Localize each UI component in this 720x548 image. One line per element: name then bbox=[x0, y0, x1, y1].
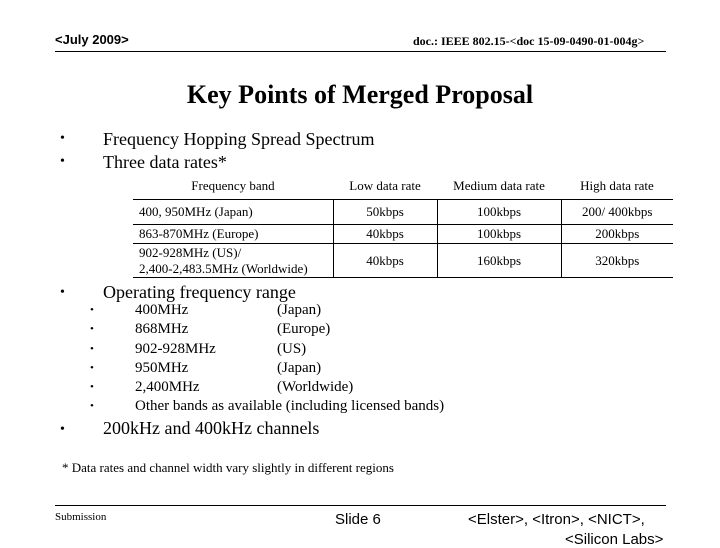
freq-value-other: Other bands as available (including licensed bands) bbox=[135, 398, 445, 414]
cell-low: 50kbps bbox=[333, 200, 437, 225]
bullet-dot: • bbox=[60, 131, 65, 146]
table-row bbox=[133, 200, 673, 225]
freq-region: (Japan) bbox=[277, 360, 322, 376]
cell-low: 40kbps bbox=[333, 244, 437, 278]
header-divider bbox=[55, 51, 666, 52]
header-low-rate: Low data rate bbox=[349, 178, 421, 193]
sub-bullet-dot: • bbox=[90, 381, 94, 393]
footer-submission: Submission bbox=[55, 511, 107, 523]
cell-band: 400, 950MHz (Japan) bbox=[133, 200, 333, 225]
sub-bullet-dot: • bbox=[90, 400, 94, 412]
cell-band: 863-870MHz (Europe) bbox=[133, 225, 333, 244]
footer-divider bbox=[55, 505, 666, 506]
cell-high: 320kbps bbox=[561, 244, 673, 278]
freq-region: (Worldwide) bbox=[277, 379, 354, 395]
header-medium-rate: Medium data rate bbox=[453, 178, 545, 193]
sub-bullet-dot: • bbox=[90, 304, 94, 316]
bullet-channels: 200kHz and 400kHz channels bbox=[103, 418, 320, 438]
footer-authors-line2: <Silicon Labs> bbox=[565, 531, 664, 548]
cell-band-line1: 902-928MHz (US)/ bbox=[139, 244, 242, 260]
bullet-dot: • bbox=[60, 154, 65, 169]
freq-value: 2,400MHz bbox=[135, 379, 200, 395]
cell-band-line2: 2,400-2,483.5MHz (Worldwide) bbox=[139, 260, 308, 276]
bullet-fhss: Frequency Hopping Spread Spectrum bbox=[103, 129, 375, 149]
table-row bbox=[133, 244, 673, 278]
cell-low: 40kbps bbox=[333, 225, 437, 244]
freq-value: 950MHz bbox=[135, 360, 189, 376]
footer-slide-number: Slide 6 bbox=[335, 511, 381, 528]
sub-bullet-dot: • bbox=[90, 362, 94, 374]
cell-high: 200/ 400kbps bbox=[561, 200, 673, 225]
table-row bbox=[133, 225, 673, 244]
freq-region: (US) bbox=[277, 341, 307, 357]
sub-bullet-dot: • bbox=[90, 323, 94, 335]
freq-value: 868MHz bbox=[135, 321, 189, 337]
cell-high: 200kbps bbox=[561, 225, 673, 244]
header-frequency-band: Frequency band bbox=[191, 178, 275, 193]
freq-value: 400MHz bbox=[135, 302, 189, 318]
freq-region: (Europe) bbox=[277, 321, 331, 337]
cell-medium: 100kbps bbox=[437, 200, 561, 225]
sub-bullet-dot: • bbox=[90, 343, 94, 355]
header-date: <July 2009> bbox=[55, 32, 129, 47]
freq-value: 902-928MHz bbox=[135, 341, 216, 357]
cell-medium: 100kbps bbox=[437, 225, 561, 244]
bullet-dot: • bbox=[60, 285, 65, 300]
header-high-rate: High data rate bbox=[580, 178, 654, 193]
data-rate-table bbox=[133, 173, 673, 278]
footnote: * Data rates and channel width vary slightly in different regions bbox=[62, 460, 394, 475]
cell-medium: 160kbps bbox=[437, 244, 561, 278]
header-doc-id: doc.: IEEE 802.15-<doc 15-09-0490-01-004g> bbox=[413, 34, 645, 48]
footer-authors: <Elster>, <Itron>, <NICT>, bbox=[468, 511, 645, 528]
bullet-data-rates: Three data rates* bbox=[103, 152, 227, 172]
bullet-operating-range: Operating frequency range bbox=[103, 282, 296, 302]
slide-title: Key Points of Merged Proposal bbox=[186, 80, 534, 109]
table-header-row bbox=[133, 173, 673, 200]
bullet-dot: • bbox=[60, 422, 65, 437]
cell-band bbox=[133, 244, 333, 278]
freq-region: (Japan) bbox=[277, 302, 322, 318]
